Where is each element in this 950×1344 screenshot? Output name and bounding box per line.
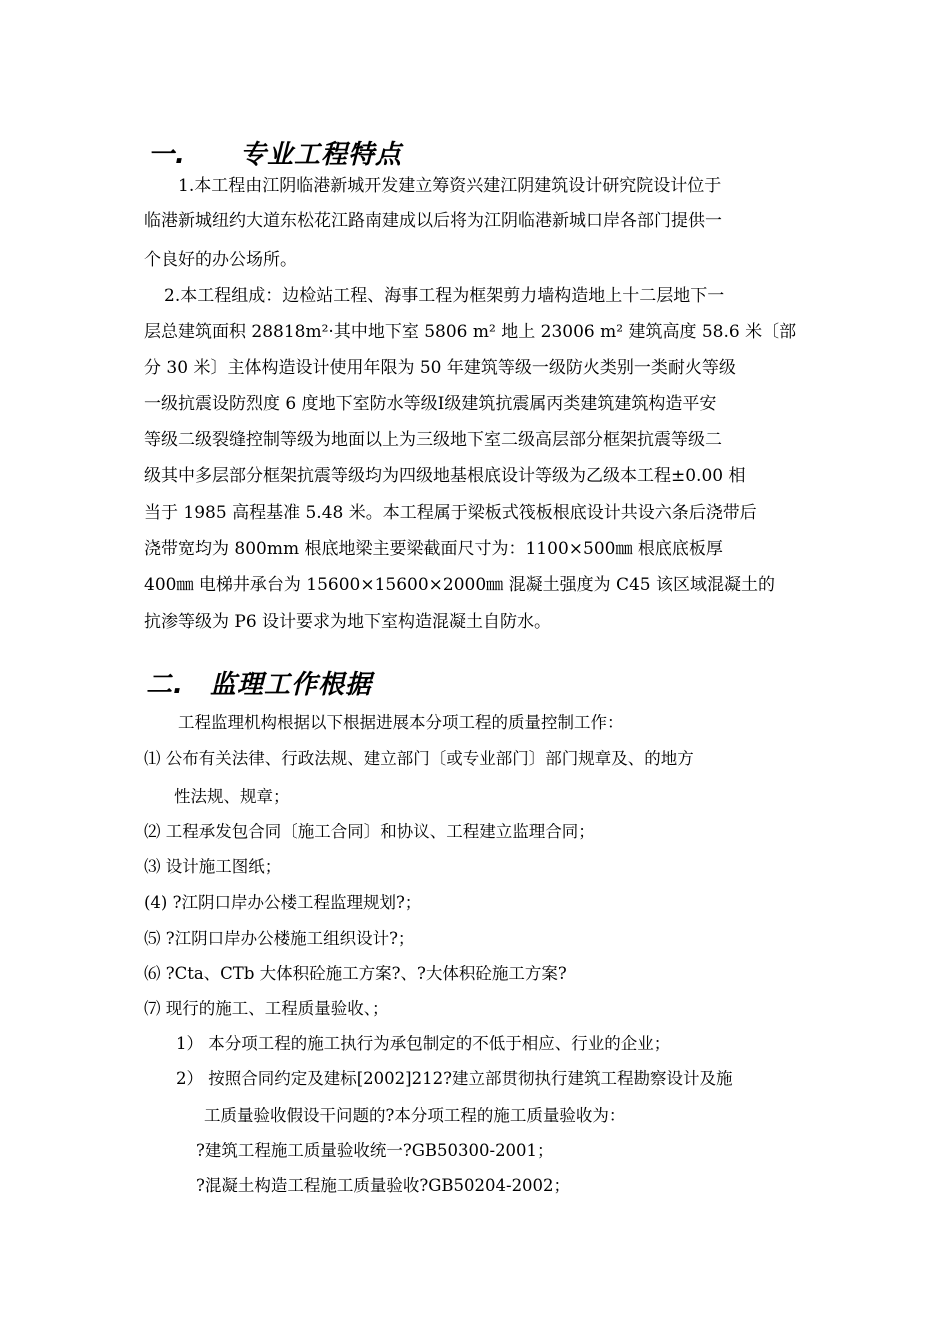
- section1-heading-number: 一.: [148, 140, 186, 170]
- list-item: ⑵ 工程承发包合同〔施工合同〕和协议、工程建立监理合同；: [144, 822, 595, 841]
- paragraph-line: 层总建筑面积 28818m²·其中地下室 5806 m² 地上 23006 m² 建筑高度 58.6 米〔部: [144, 322, 797, 342]
- paragraph-line: 等级二级裂缝控制等级为地面以上为三级地下室二级高层部分框架抗震等级二: [144, 430, 722, 450]
- sub-list-item-continuation: 工质量验收假设干问题的?本分项工程的施工质量验收为：: [204, 1106, 626, 1125]
- list-item-continuation: 性法规、规章；: [174, 787, 290, 806]
- paragraph-line: 级其中多层部分框架抗震等级均为四级地基根底设计等级为乙级本工程±0.00 相: [144, 466, 746, 486]
- paragraph-line: 一级抗震设防烈度 6 度地下室防水等级Ⅰ级建筑抗震属丙类建筑建筑构造平安: [144, 394, 717, 414]
- section2-heading-number: 二.: [146, 670, 184, 700]
- list-item: ⑺ 现行的施工、工程质量验收、；: [144, 999, 389, 1018]
- section2-heading: [146, 664, 372, 701]
- paragraph-line: 400㎜ 电梯井承台为 15600×15600×2000㎜ 混凝土强度为 C45 该区域混凝土的: [144, 575, 776, 595]
- sub-list-item: 1） 本分项工程的施工执行为承包制定的不低于相应、行业的企业；: [176, 1034, 671, 1053]
- paragraph-line: 分 30 米〕主体构造设计使用年限为 50 年建筑等级一级防火类别一类耐火等级: [144, 358, 736, 378]
- paragraph-line: 1.本工程由江阴临港新城开发建立筹资兴建江阴建筑设计研究院设计位于: [178, 176, 722, 196]
- list-item: ⑴ 公布有关法律、行政法规、建立部门〔或专业部门〕部门规章及、的地方: [144, 749, 694, 768]
- section1-heading: [148, 134, 402, 171]
- paragraph-line: 2.本工程组成：边检站工程、海事工程为框架剪力墙构造地上十二层地下一: [164, 286, 725, 306]
- standard-reference: ?建筑工程施工质量验收统一?GB50300-2001；: [196, 1141, 554, 1160]
- list-item: (4) ?江阴口岸办公楼工程监理规划?；: [144, 893, 422, 912]
- section2-heading-text: 监理工作根据: [210, 670, 373, 700]
- list-item: ⑸ ?江阴口岸办公楼施工组织设计?；: [144, 929, 415, 948]
- paragraph-line: 抗渗等级为 P6 设计要求为地下室构造混凝土自防水。: [144, 612, 552, 632]
- standard-reference: ?混凝土构造工程施工质量验收?GB50204-2002；: [196, 1176, 571, 1195]
- section1-heading-text: 专业工程特点: [240, 140, 403, 170]
- paragraph-line: 工程监理机构根据以下根据进展本分项工程的质量控制工作：: [178, 713, 624, 732]
- sub-list-item: 2） 按照合同约定及建标[2002]212?建立部贯彻执行建筑工程勘察设计及施: [176, 1069, 733, 1088]
- paragraph-line: 个良好的办公场所。: [144, 250, 297, 270]
- paragraph-line: 临港新城纽约大道东松花江路南建成以后将为江阴临港新城口岸各部门提供一: [144, 211, 722, 231]
- paragraph-line: 当于 1985 高程基准 5.48 米。本工程属于梁板式筏板根底设计共设六条后浇带后: [144, 503, 757, 523]
- paragraph-line: 浇带宽均为 800mm 根底地梁主要梁截面尺寸为：1100×500㎜ 根底底板厚: [144, 539, 723, 559]
- list-item: ⑹ ?Cta、CTb 大体积砼施工方案?、?大体积砼施工方案?: [144, 964, 567, 983]
- list-item: ⑶ 设计施工图纸；: [144, 857, 282, 876]
